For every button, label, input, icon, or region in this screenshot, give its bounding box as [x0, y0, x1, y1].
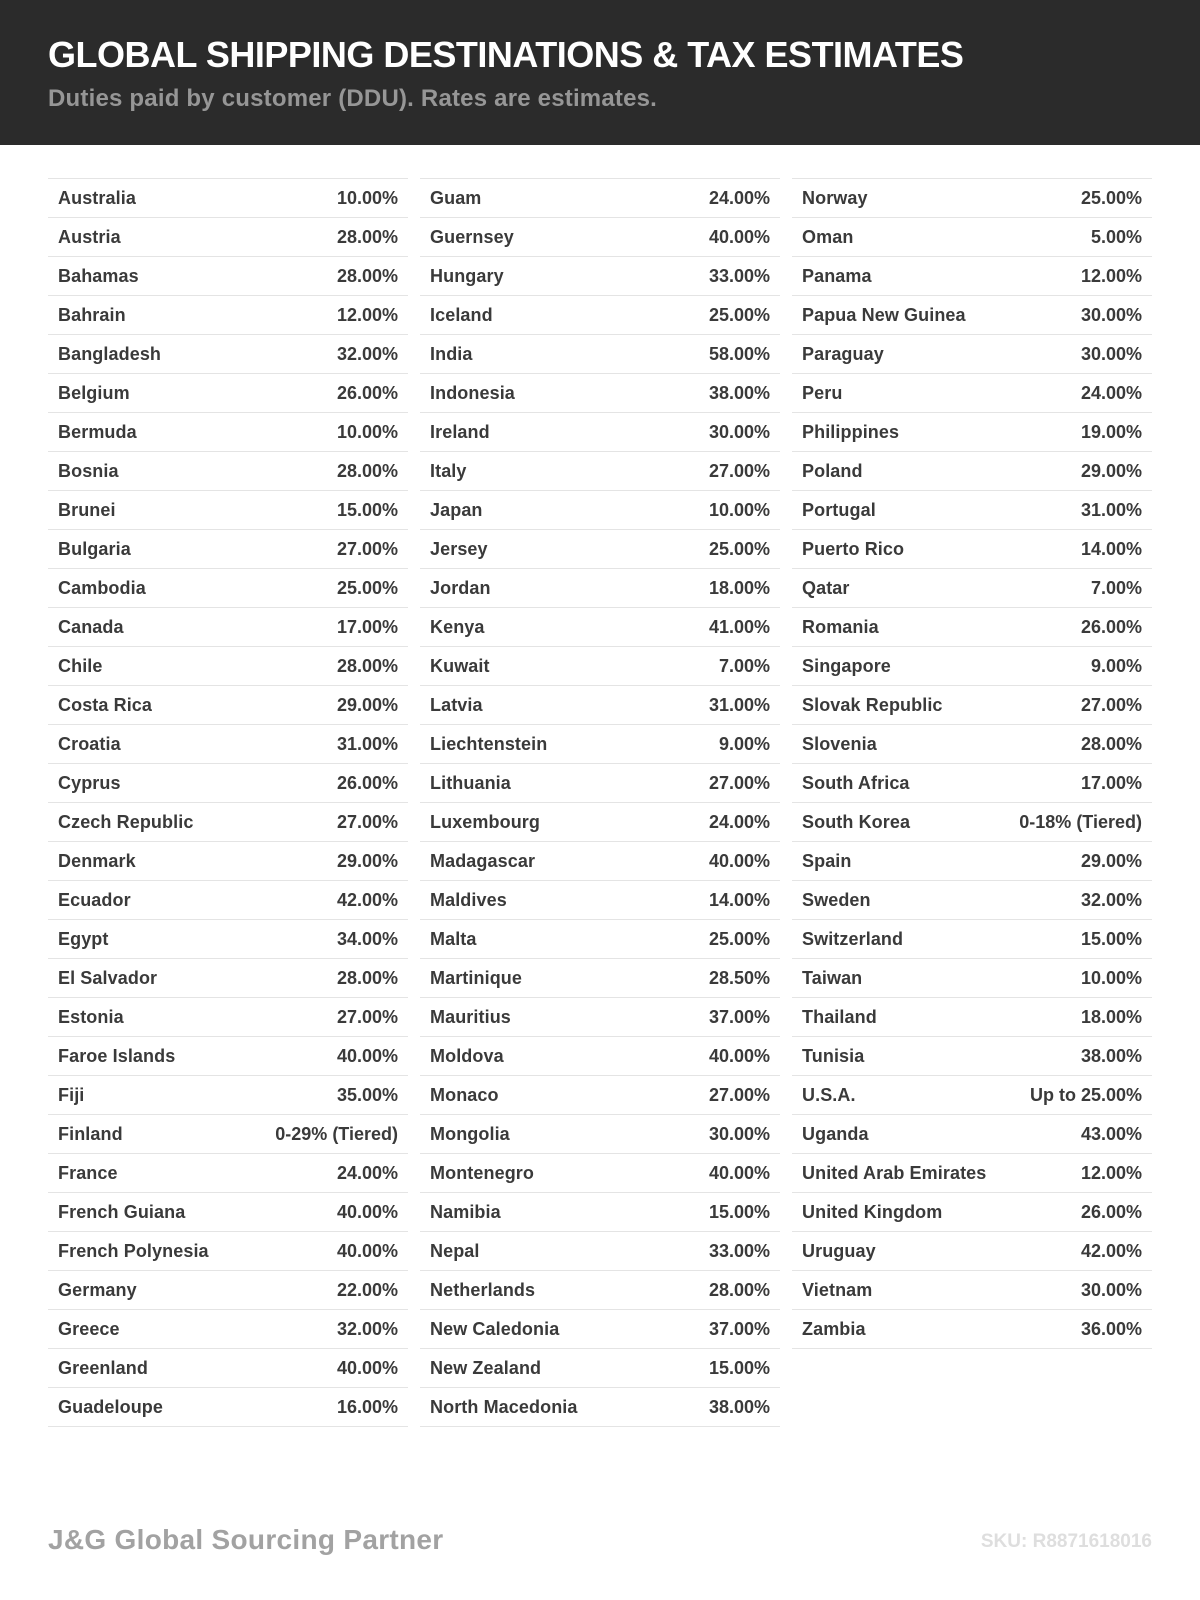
- table-row: [48, 842, 408, 881]
- country-label: Panama: [802, 265, 872, 286]
- country-label: Luxembourg: [430, 811, 541, 832]
- country-label: Latvia: [430, 694, 483, 715]
- table-row: [48, 998, 408, 1037]
- table-row: [48, 1154, 408, 1193]
- table-row: [48, 1349, 408, 1388]
- country-label: Bulgaria: [58, 538, 131, 559]
- country-label: Chile: [58, 655, 103, 676]
- rate-value: 27.00%: [708, 1084, 770, 1105]
- table-row: [48, 491, 408, 530]
- rate-value: 7.00%: [1090, 577, 1142, 598]
- country-label: Greece: [58, 1318, 120, 1339]
- table-row: [420, 1271, 780, 1310]
- table-row: [420, 179, 780, 218]
- country-label: Switzerland: [802, 928, 904, 949]
- rate-value: 31.00%: [1080, 499, 1142, 520]
- table-row: [420, 881, 780, 920]
- country-label: Italy: [430, 460, 467, 481]
- table-row: [420, 998, 780, 1037]
- rate-value: Up to 25.00%: [1029, 1084, 1142, 1105]
- rate-value: 40.00%: [708, 1045, 770, 1066]
- rate-value: 26.00%: [336, 772, 398, 793]
- country-label: Cambodia: [58, 577, 146, 598]
- country-label: Ireland: [430, 421, 490, 442]
- table-row: [48, 1271, 408, 1310]
- header: [0, 0, 1200, 145]
- table-row: [420, 569, 780, 608]
- country-label: Puerto Rico: [802, 538, 905, 559]
- country-label: Denmark: [58, 850, 136, 871]
- rate-value: 14.00%: [708, 889, 770, 910]
- table-row: [792, 725, 1152, 764]
- country-label: Croatia: [58, 733, 121, 754]
- country-label: French Guiana: [58, 1201, 186, 1222]
- country-label: New Zealand: [430, 1357, 542, 1378]
- rate-value: 31.00%: [336, 733, 398, 754]
- table-row: [792, 686, 1152, 725]
- country-label: Hungary: [430, 265, 504, 286]
- table-row: [420, 647, 780, 686]
- rate-value: 27.00%: [336, 1006, 398, 1027]
- country-label: Kuwait: [430, 655, 490, 676]
- rate-value: 43.00%: [1080, 1123, 1142, 1144]
- rate-value: 38.00%: [708, 382, 770, 403]
- table-row: [792, 218, 1152, 257]
- table-row: [792, 608, 1152, 647]
- rate-value: 27.00%: [708, 772, 770, 793]
- table-row: [420, 725, 780, 764]
- country-label: Paraguay: [802, 343, 884, 364]
- rate-value: 58.00%: [708, 343, 770, 364]
- country-label: Oman: [802, 226, 854, 247]
- table-row: [420, 413, 780, 452]
- table-row: [420, 1154, 780, 1193]
- rate-value: 28.00%: [336, 265, 398, 286]
- rate-value: 27.00%: [1080, 694, 1142, 715]
- table-row: [792, 881, 1152, 920]
- rate-value: 15.00%: [708, 1357, 770, 1378]
- country-label: Fiji: [58, 1084, 85, 1105]
- rate-value: 27.00%: [708, 460, 770, 481]
- table-row: [420, 608, 780, 647]
- rate-value: 15.00%: [1080, 928, 1142, 949]
- table-row: [792, 179, 1152, 218]
- table-row: [792, 491, 1152, 530]
- rate-value: 26.00%: [336, 382, 398, 403]
- table-row: [420, 452, 780, 491]
- country-label: Zambia: [802, 1318, 866, 1339]
- country-label: Costa Rica: [58, 694, 153, 715]
- table-row: [792, 959, 1152, 998]
- country-label: Uruguay: [802, 1240, 876, 1261]
- table-row: [420, 374, 780, 413]
- rate-value: 40.00%: [336, 1357, 398, 1378]
- table-row: [792, 296, 1152, 335]
- rate-value: 30.00%: [1080, 304, 1142, 325]
- rates-column-1: [48, 178, 408, 1427]
- table-row: [792, 1271, 1152, 1310]
- rate-value: 12.00%: [336, 304, 398, 325]
- rate-value: 27.00%: [336, 811, 398, 832]
- table-row: [792, 1037, 1152, 1076]
- table-row: [792, 1076, 1152, 1115]
- rate-value: 34.00%: [336, 928, 398, 949]
- country-label: Moldova: [430, 1045, 504, 1066]
- country-label: Canada: [58, 616, 124, 637]
- rate-value: 24.00%: [1080, 382, 1142, 403]
- table-row: [48, 413, 408, 452]
- table-row: [420, 959, 780, 998]
- table-row: [420, 920, 780, 959]
- rate-value: 40.00%: [336, 1045, 398, 1066]
- rate-value: 33.00%: [708, 265, 770, 286]
- rate-value: 26.00%: [1080, 616, 1142, 637]
- country-label: Bermuda: [58, 421, 137, 442]
- rate-value: 25.00%: [708, 304, 770, 325]
- country-label: Slovenia: [802, 733, 877, 754]
- table-row: [792, 842, 1152, 881]
- country-label: Guernsey: [430, 226, 514, 247]
- country-label: Namibia: [430, 1201, 501, 1222]
- country-label: Romania: [802, 616, 879, 637]
- country-label: U.S.A.: [802, 1084, 856, 1105]
- table-row: [420, 686, 780, 725]
- rate-value: 40.00%: [336, 1201, 398, 1222]
- rate-value: 29.00%: [336, 850, 398, 871]
- table-row: [792, 452, 1152, 491]
- country-label: South Africa: [802, 772, 910, 793]
- rate-value: 12.00%: [1080, 1162, 1142, 1183]
- table-row: [792, 1193, 1152, 1232]
- country-label: Poland: [802, 460, 863, 481]
- table-row: [48, 1193, 408, 1232]
- rate-value: 29.00%: [1080, 850, 1142, 871]
- country-label: Papua New Guinea: [802, 304, 966, 325]
- country-label: Uganda: [802, 1123, 869, 1144]
- table-row: [48, 686, 408, 725]
- country-label: Cyprus: [58, 772, 121, 793]
- table-row: [420, 842, 780, 881]
- table-row: [792, 998, 1152, 1037]
- rates-column-3: [792, 178, 1152, 1349]
- country-label: Lithuania: [430, 772, 511, 793]
- rate-value: 31.00%: [708, 694, 770, 715]
- rate-value: 16.00%: [336, 1396, 398, 1417]
- country-label: Madagascar: [430, 850, 536, 871]
- country-label: Monaco: [430, 1084, 499, 1105]
- table-row: [48, 374, 408, 413]
- table-row: [420, 1388, 780, 1427]
- country-label: Malta: [430, 928, 477, 949]
- rate-value: 12.00%: [1080, 265, 1142, 286]
- table-row: [420, 296, 780, 335]
- country-label: Austria: [58, 226, 121, 247]
- table-row: [48, 296, 408, 335]
- table-row: [48, 1232, 408, 1271]
- table-row: [48, 803, 408, 842]
- rate-value: 41.00%: [708, 616, 770, 637]
- country-label: Spain: [802, 850, 852, 871]
- country-label: Indonesia: [430, 382, 515, 403]
- country-label: North Macedonia: [430, 1396, 578, 1417]
- rate-value: 25.00%: [336, 577, 398, 598]
- rate-value: 29.00%: [1080, 460, 1142, 481]
- rate-value: 18.00%: [708, 577, 770, 598]
- country-label: Finland: [58, 1123, 123, 1144]
- country-label: Jordan: [430, 577, 491, 598]
- rate-value: 9.00%: [718, 733, 770, 754]
- table-row: [792, 1115, 1152, 1154]
- country-label: Egypt: [58, 928, 109, 949]
- country-label: Australia: [58, 187, 136, 208]
- rate-value: 30.00%: [1080, 1279, 1142, 1300]
- country-label: Liechtenstein: [430, 733, 548, 754]
- rate-value: 15.00%: [708, 1201, 770, 1222]
- table-row: [792, 1310, 1152, 1349]
- rate-value: 37.00%: [708, 1318, 770, 1339]
- rate-value: 18.00%: [1080, 1006, 1142, 1027]
- table-row: [48, 920, 408, 959]
- country-label: Bahamas: [58, 265, 139, 286]
- table-row: [48, 179, 408, 218]
- rate-value: 36.00%: [1080, 1318, 1142, 1339]
- rate-value: 17.00%: [336, 616, 398, 637]
- table-row: [48, 257, 408, 296]
- table-row: [48, 530, 408, 569]
- country-label: Bangladesh: [58, 343, 162, 364]
- rate-value: 38.00%: [1080, 1045, 1142, 1066]
- country-label: Martinique: [430, 967, 523, 988]
- country-label: Brunei: [58, 499, 116, 520]
- rate-value: 40.00%: [708, 1162, 770, 1183]
- rate-value: 42.00%: [336, 889, 398, 910]
- rates-column-2: [420, 178, 780, 1427]
- table-row: [48, 218, 408, 257]
- country-label: India: [430, 343, 473, 364]
- table-row: [420, 335, 780, 374]
- country-label: Taiwan: [802, 967, 863, 988]
- country-label: France: [58, 1162, 118, 1183]
- rate-value: 38.00%: [708, 1396, 770, 1417]
- country-label: Germany: [58, 1279, 137, 1300]
- rate-value: 40.00%: [708, 850, 770, 871]
- rate-value: 28.00%: [336, 655, 398, 676]
- country-label: Maldives: [430, 889, 507, 910]
- country-label: Sweden: [802, 889, 871, 910]
- table-row: [48, 1388, 408, 1427]
- rate-value: 14.00%: [1080, 538, 1142, 559]
- table-row: [48, 452, 408, 491]
- rate-value: 28.00%: [336, 226, 398, 247]
- page-subtitle: Duties paid by customer (DDU). Rates are estimates.: [48, 85, 658, 113]
- table-row: [420, 1115, 780, 1154]
- country-label: Montenegro: [430, 1162, 534, 1183]
- table-row: [48, 725, 408, 764]
- rate-value: 7.00%: [718, 655, 770, 676]
- country-label: Slovak Republic: [802, 694, 943, 715]
- page-title: GLOBAL SHIPPING DESTINATIONS & TAX ESTIMATES: [48, 34, 964, 75]
- rate-value: 5.00%: [1090, 226, 1142, 247]
- country-label: Mauritius: [430, 1006, 511, 1027]
- table-row: [420, 1232, 780, 1271]
- table-row: [792, 920, 1152, 959]
- rate-value: 33.00%: [708, 1240, 770, 1261]
- country-label: Singapore: [802, 655, 891, 676]
- country-label: Philippines: [802, 421, 900, 442]
- rate-value: 28.00%: [1080, 733, 1142, 754]
- country-label: Norway: [802, 187, 868, 208]
- table-row: [48, 881, 408, 920]
- table-row: [48, 647, 408, 686]
- table-row: [792, 764, 1152, 803]
- sku-label: SKU: R8871618016: [980, 1531, 1152, 1552]
- table-row: [420, 1037, 780, 1076]
- table-row: [420, 257, 780, 296]
- rate-value: 25.00%: [708, 538, 770, 559]
- rate-value: 35.00%: [336, 1084, 398, 1105]
- rate-value: 17.00%: [1080, 772, 1142, 793]
- country-label: Portugal: [802, 499, 876, 520]
- country-label: Czech Republic: [58, 811, 194, 832]
- footer: [0, 1524, 1200, 1556]
- rate-value: 10.00%: [336, 421, 398, 442]
- country-label: Netherlands: [430, 1279, 536, 1300]
- rate-value: 19.00%: [1080, 421, 1142, 442]
- table-row: [420, 1076, 780, 1115]
- rate-value: 28.50%: [708, 967, 770, 988]
- rate-value: 24.00%: [336, 1162, 398, 1183]
- rate-value: 30.00%: [708, 1123, 770, 1144]
- country-label: Bahrain: [58, 304, 126, 325]
- table-row: [48, 1076, 408, 1115]
- table-row: [420, 1193, 780, 1232]
- rate-value: 25.00%: [708, 928, 770, 949]
- table-row: [48, 1115, 408, 1154]
- rate-value: 28.00%: [336, 967, 398, 988]
- table-row: [792, 257, 1152, 296]
- table-row: [792, 803, 1152, 842]
- table-row: [420, 491, 780, 530]
- country-label: Kenya: [430, 616, 485, 637]
- rate-value: 27.00%: [336, 538, 398, 559]
- table-row: [48, 335, 408, 374]
- rate-value: 29.00%: [336, 694, 398, 715]
- table-row: [792, 647, 1152, 686]
- table-row: [48, 569, 408, 608]
- country-label: Guam: [430, 187, 482, 208]
- country-label: Peru: [802, 382, 843, 403]
- rate-value: 37.00%: [708, 1006, 770, 1027]
- country-label: Mongolia: [430, 1123, 510, 1144]
- rate-value: 30.00%: [708, 421, 770, 442]
- rate-value: 40.00%: [708, 226, 770, 247]
- rate-value: 32.00%: [336, 343, 398, 364]
- rate-value: 25.00%: [1080, 187, 1142, 208]
- rate-value: 0-18% (Tiered): [1019, 811, 1142, 832]
- country-label: Nepal: [430, 1240, 480, 1261]
- rate-value: 15.00%: [336, 499, 398, 520]
- table-row: [48, 608, 408, 647]
- country-label: El Salvador: [58, 967, 158, 988]
- rate-value: 10.00%: [336, 187, 398, 208]
- rate-value: 30.00%: [1080, 343, 1142, 364]
- rate-value: 28.00%: [708, 1279, 770, 1300]
- table-row: [48, 764, 408, 803]
- table-row: [420, 1349, 780, 1388]
- rate-value: 42.00%: [1080, 1240, 1142, 1261]
- country-label: Ecuador: [58, 889, 131, 910]
- table-row: [48, 959, 408, 998]
- table-row: [48, 1310, 408, 1349]
- country-label: Tunisia: [802, 1045, 865, 1066]
- country-label: Japan: [430, 499, 483, 520]
- rate-value: 26.00%: [1080, 1201, 1142, 1222]
- country-label: United Arab Emirates: [802, 1162, 987, 1183]
- rate-value: 40.00%: [336, 1240, 398, 1261]
- country-label: Vietnam: [802, 1279, 873, 1300]
- country-label: Iceland: [430, 304, 493, 325]
- table-row: [792, 1154, 1152, 1193]
- table-row: [420, 803, 780, 842]
- rate-value: 9.00%: [1090, 655, 1142, 676]
- rates-table: [0, 178, 1200, 1427]
- table-row: [48, 1037, 408, 1076]
- country-label: Faroe Islands: [58, 1045, 176, 1066]
- country-label: Jersey: [430, 538, 488, 559]
- table-row: [792, 569, 1152, 608]
- country-label: Belgium: [58, 382, 130, 403]
- country-label: Guadeloupe: [58, 1396, 164, 1417]
- rate-value: 24.00%: [708, 811, 770, 832]
- table-row: [420, 1310, 780, 1349]
- country-label: Estonia: [58, 1006, 124, 1027]
- rate-value: 24.00%: [708, 187, 770, 208]
- rate-value: 28.00%: [336, 460, 398, 481]
- country-label: Thailand: [802, 1006, 877, 1027]
- rate-value: 10.00%: [708, 499, 770, 520]
- table-row: [792, 374, 1152, 413]
- rate-value: 10.00%: [1080, 967, 1142, 988]
- country-label: Greenland: [58, 1357, 148, 1378]
- table-row: [792, 1232, 1152, 1271]
- country-label: Qatar: [802, 577, 850, 598]
- table-row: [420, 764, 780, 803]
- country-label: French Polynesia: [58, 1240, 209, 1261]
- table-row: [792, 335, 1152, 374]
- table-row: [792, 413, 1152, 452]
- table-row: [420, 530, 780, 569]
- country-label: United Kingdom: [802, 1201, 943, 1222]
- country-label: Bosnia: [58, 460, 119, 481]
- table-row: [792, 530, 1152, 569]
- rate-value: 0-29% (Tiered): [275, 1123, 398, 1144]
- table-row: [420, 218, 780, 257]
- country-label: South Korea: [802, 811, 911, 832]
- rate-value: 22.00%: [336, 1279, 398, 1300]
- rate-value: 32.00%: [336, 1318, 398, 1339]
- country-label: New Caledonia: [430, 1318, 560, 1339]
- rate-value: 32.00%: [1080, 889, 1142, 910]
- brand-name: J&G Global Sourcing Partner: [48, 1524, 444, 1555]
